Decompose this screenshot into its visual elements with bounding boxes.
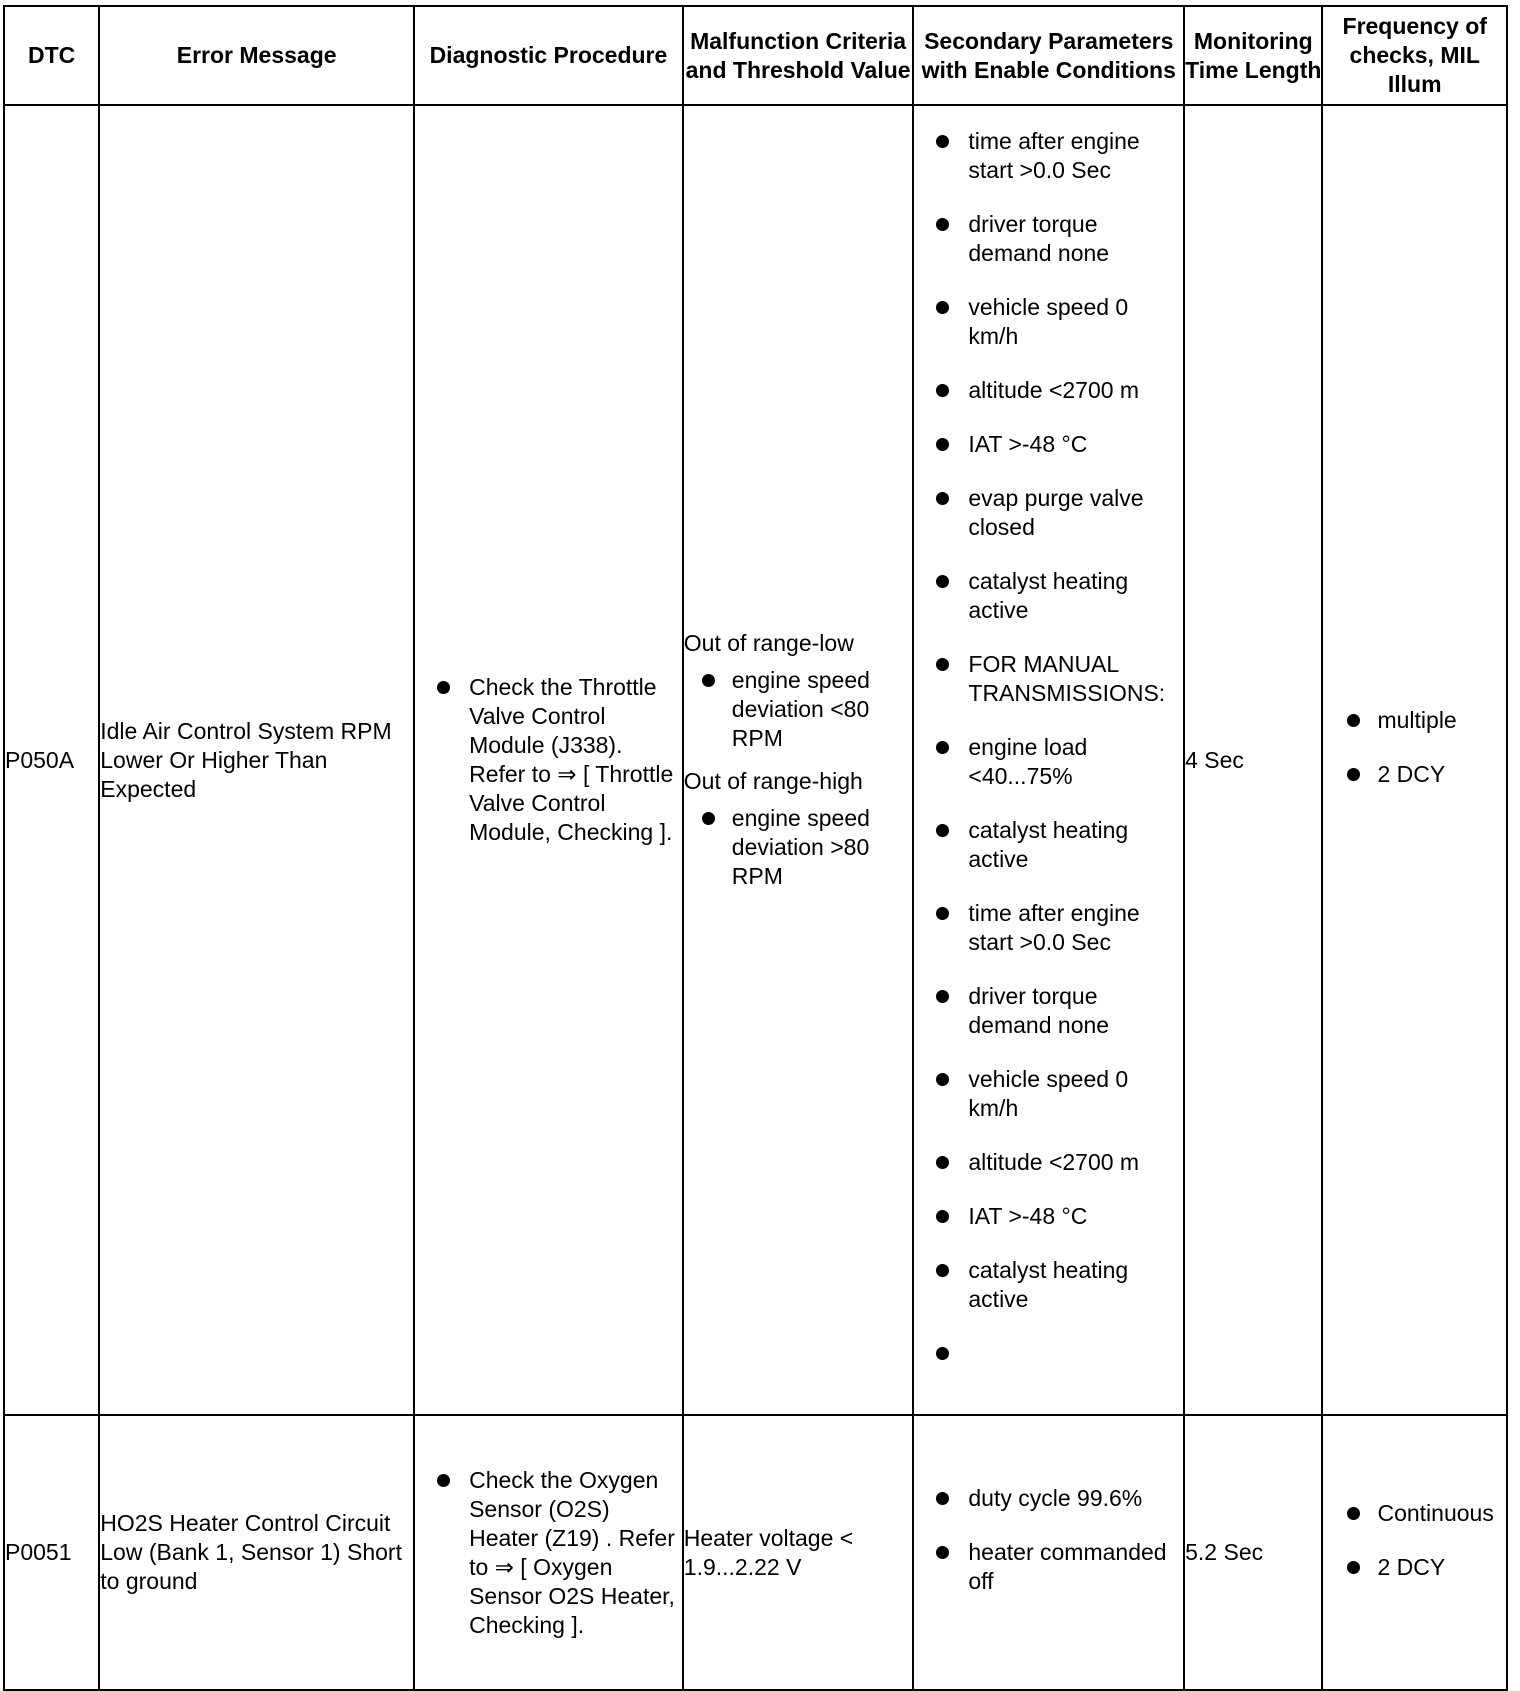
header-diagnostic-procedure: Diagnostic Procedure xyxy=(414,6,683,105)
bullet-icon xyxy=(936,492,949,505)
parameter-item xyxy=(914,567,1183,625)
frequency-text: multiple xyxy=(1377,707,1457,734)
bullet-icon xyxy=(936,741,949,754)
bullet-icon xyxy=(1347,1507,1360,1520)
parameter-item xyxy=(914,484,1183,542)
frequency-text: 2 DCY xyxy=(1377,1553,1446,1580)
criteria-item xyxy=(684,804,913,891)
header-row xyxy=(4,6,1507,105)
bullet-icon xyxy=(702,674,715,687)
frequency-item xyxy=(1323,1499,1506,1528)
parameter-item xyxy=(914,376,1183,405)
parameter-item xyxy=(914,430,1183,459)
parameter-text: catalyst heating active xyxy=(968,568,1129,624)
bullet-icon xyxy=(1347,768,1360,781)
parameter-text: IAT >-48 °C xyxy=(968,1203,1088,1230)
parameter-item xyxy=(914,293,1183,351)
dtc-code: P050A xyxy=(4,105,99,1415)
secondary-parameters xyxy=(913,1415,1184,1690)
header-secondary-parameters: Secondary Parameters with Enable Conditions xyxy=(913,6,1184,105)
dtc-code: P0051 xyxy=(4,1415,99,1690)
parameter-item xyxy=(914,1538,1183,1596)
parameter-text: time after engine start >0.0 Sec xyxy=(968,900,1140,956)
parameter-text: driver torque demand none xyxy=(968,983,1110,1039)
bullet-icon xyxy=(936,135,949,148)
parameter-item xyxy=(914,899,1183,957)
bullet-icon xyxy=(437,1474,450,1487)
bullet-icon xyxy=(936,990,949,1003)
malfunction-criteria: Heater voltage < 1.9...2.22 V xyxy=(683,1415,914,1690)
parameter-item xyxy=(914,1256,1183,1314)
parameter-text: altitude <2700 m xyxy=(968,1149,1140,1176)
bullet-icon xyxy=(936,1347,949,1360)
parameter-text: vehicle speed 0 km/h xyxy=(968,294,1129,350)
bullet-icon xyxy=(1347,1561,1360,1574)
procedure-text: Check the Oxygen Sensor (O2S) Heater (Z19) . Refer to ⇒ [ Oxygen Sensor O2S Heater, Checking ]. xyxy=(469,1466,675,1638)
bullet-icon xyxy=(1347,714,1360,727)
frequency-mil xyxy=(1322,105,1507,1415)
secondary-parameters xyxy=(913,105,1184,1415)
parameter-item xyxy=(914,1202,1183,1231)
dtc-table xyxy=(3,5,1508,1691)
parameter-item xyxy=(914,210,1183,268)
parameter-text xyxy=(968,1340,974,1366)
header-malfunction-criteria: Malfunction Criteria and Threshold Value xyxy=(683,6,914,105)
parameter-text: engine load <40...75% xyxy=(968,734,1088,790)
parameter-text: vehicle speed 0 km/h xyxy=(968,1066,1129,1122)
bullet-icon xyxy=(936,907,949,920)
parameter-item-empty xyxy=(914,1339,1183,1368)
bullet-icon xyxy=(936,1492,949,1505)
monitoring-time: 5.2 Sec xyxy=(1184,1415,1322,1690)
parameter-item xyxy=(914,816,1183,874)
bullet-icon xyxy=(936,301,949,314)
table-row xyxy=(4,105,1507,1415)
bullet-icon xyxy=(936,575,949,588)
frequency-item xyxy=(1323,760,1506,789)
bullet-icon xyxy=(437,681,450,694)
diagnostic-procedure xyxy=(414,1415,683,1690)
criteria-text: engine speed deviation >80 RPM xyxy=(731,805,870,890)
parameter-text: driver torque demand none xyxy=(968,211,1110,267)
parameter-item xyxy=(914,733,1183,791)
header-frequency: Frequency of checks, MIL Illum xyxy=(1322,6,1507,105)
bullet-icon xyxy=(936,1264,949,1277)
procedure-item xyxy=(415,1466,682,1640)
table-row xyxy=(4,1415,1507,1690)
criteria-label: Out of range-low xyxy=(683,630,854,657)
header-error-message: Error Message xyxy=(99,6,414,105)
error-message: HO2S Heater Control Circuit Low (Bank 1, Sensor 1) Short to ground xyxy=(99,1415,414,1690)
bullet-icon xyxy=(936,824,949,837)
bullet-icon xyxy=(936,1156,949,1169)
frequency-item xyxy=(1323,1553,1506,1582)
malfunction-criteria xyxy=(683,105,914,1415)
frequency-text: Continuous xyxy=(1377,1499,1494,1526)
parameter-item xyxy=(914,1065,1183,1123)
monitoring-time: 4 Sec xyxy=(1184,105,1322,1415)
parameter-text: evap purge valve closed xyxy=(968,485,1144,541)
error-message: Idle Air Control System RPM Lower Or Higher Than Expected xyxy=(99,105,414,1415)
parameter-item xyxy=(914,127,1183,185)
frequency-text: 2 DCY xyxy=(1377,761,1446,788)
criteria-label: Out of range-high xyxy=(683,768,863,795)
parameter-text: catalyst heating active xyxy=(968,817,1129,873)
bullet-icon xyxy=(936,384,949,397)
bullet-icon xyxy=(936,1073,949,1086)
parameter-text: altitude <2700 m xyxy=(968,377,1140,404)
parameter-text: heater commanded off xyxy=(968,1539,1167,1595)
parameter-item xyxy=(914,1484,1183,1513)
parameter-item xyxy=(914,1148,1183,1177)
criteria-text: engine speed deviation <80 RPM xyxy=(731,667,870,752)
bullet-icon xyxy=(702,812,715,825)
header-dtc: DTC xyxy=(4,6,99,105)
parameter-item xyxy=(914,982,1183,1040)
bullet-icon xyxy=(936,658,949,671)
frequency-mil xyxy=(1322,1415,1507,1690)
parameter-text: time after engine start >0.0 Sec xyxy=(968,128,1140,184)
parameter-item xyxy=(914,650,1183,708)
header-monitoring-time: Monitoring Time Length xyxy=(1184,6,1322,105)
bullet-icon xyxy=(936,1210,949,1223)
parameter-text: catalyst heating active xyxy=(968,1257,1129,1313)
parameter-text: IAT >-48 °C xyxy=(968,431,1088,458)
frequency-item xyxy=(1323,706,1506,735)
parameter-text: FOR MANUAL TRANSMISSIONS: xyxy=(968,651,1166,707)
procedure-text: Check the Throttle Valve Control Module (J338). Refer to ⇒ [ Throttle Valve Control Module, Checking ]. xyxy=(469,674,674,846)
bullet-icon xyxy=(936,438,949,451)
bullet-icon xyxy=(936,1546,949,1559)
procedure-item xyxy=(415,673,682,847)
bullet-icon xyxy=(936,218,949,231)
diagnostic-procedure xyxy=(414,105,683,1415)
criteria-item xyxy=(684,666,913,753)
parameter-text: duty cycle 99.6% xyxy=(968,1485,1143,1512)
